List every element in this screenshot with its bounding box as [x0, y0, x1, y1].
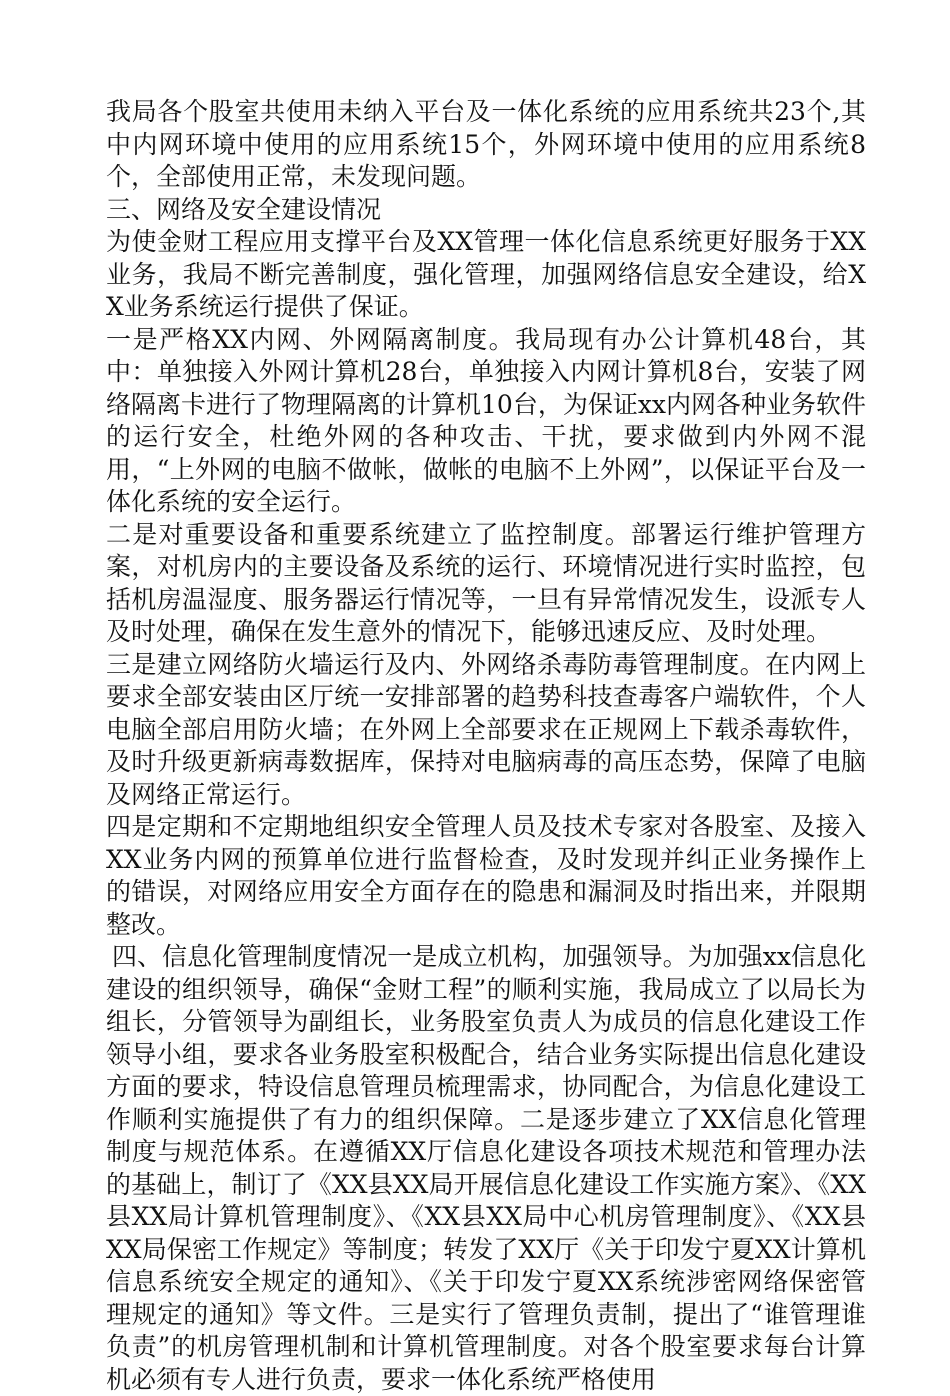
paragraph-app-systems: 我局各个股室共使用未纳入平台及一体化系统的应用系统共23个,其中内网环境中使用的应用系统15个，外网环境中使用的应用系统8个，全部使用正常，未发现问题。 — [106, 97, 866, 191]
document-body — [106, 96, 866, 1396]
paragraph-security-intro: 为使金财工程应用支撑平台及XX管理一体化信息系统更好服务于XX业务，我局不断完善制度，强化管理，加强网络信息安全建设，给XX业务系统运行提供了保证。 — [106, 227, 866, 321]
paragraph-firewall-antivirus: 三是建立网络防火墙运行及内、外网络杀毒防毒管理制度。在内网上要求全部安装由区厅统一安排部署的趋势科技查毒客户端软件，个人电脑全部启用防火墙；在外网上全部要求在正规网上下载杀毒软件，及时升级更新病毒数据库，保持对电脑病毒的高压态势，保障了电脑及网络正常运行。 — [106, 649, 866, 809]
paragraph-network-isolation: 一是严格XX内网、外网隔离制度。我局现有办公计算机48台，其中：单独接入外网计算机28台，单独接入内网计算机8台，安装了网络隔离卡进行了物理隔离的计算机10台，为保证xx内网各种业务软件的运行安全，杜绝外网的各种攻击、干扰，要求做到内外网不混用，“上外网的电脑不做帐，做帐的电脑不上外网”，以保证平台及一体化系统的安全运行。 — [106, 324, 867, 516]
paragraph-monitoring: 二是对重要设备和重要系统建立了监控制度。部署运行维护管理方案，对机房内的主要设备及系统的运行、环境情况进行实时监控，包括机房温湿度、服务器运行情况等，一旦有异常情况发生，设派专人及时处理，确保在发生意外的情况下，能够迅速反应、及时处理。 — [106, 519, 866, 646]
paragraph-inspection: 四是定期和不定期地组织安全管理人员及技术专家对各股室、及接入XX业务内网的预算单位进行监督检查，及时发现并纠正业务操作上的错误，对网络应用安全方面存在的隐患和漏洞及时指出来，并限期整改。 — [106, 812, 866, 939]
paragraph-management-system: 四、信息化管理制度情况一是成立机构，加强领导。为加强xx信息化建设的组织领导，确保“金财工程”的顺利实施，我局成立了以局长为组长，分管领导为副组长，业务股室负责人为成员的信息化建设工作领导小组，要求各业务股室积极配合，结合业务实际提出信息化建设方面的要求，特设信息管理员梳理需求，协同配合，为信息化建设工作顺利实施提供了有力的组织保障。二是逐步建立了XX信息化管理制度与规范体系。在遵循XX厅信息化建设各项技术规范和管理办法的基础上，制订了《XX县XX局开展信息化建设工作实施方案》、《XX县XX局计算机管理制度》、《XX县XX局中心机房管理制度》、《XX县XX局保密工作规定》等制度；转发了XX厅《关于印发宁夏XX计算机信息系统安全规定的通知》、《关于印发宁夏XX系统涉密网络保密管理规定的通知》等文件。三是实行了管理负责制，提出了“谁管理谁负责”的机房管理机制和计算机管理制度。对各个股室要求每台计算机必须有专人进行负责，要求一体化系统严格使用 — [106, 942, 866, 1394]
section-heading-network-security: 三、网络及安全建设情况 — [106, 194, 382, 224]
